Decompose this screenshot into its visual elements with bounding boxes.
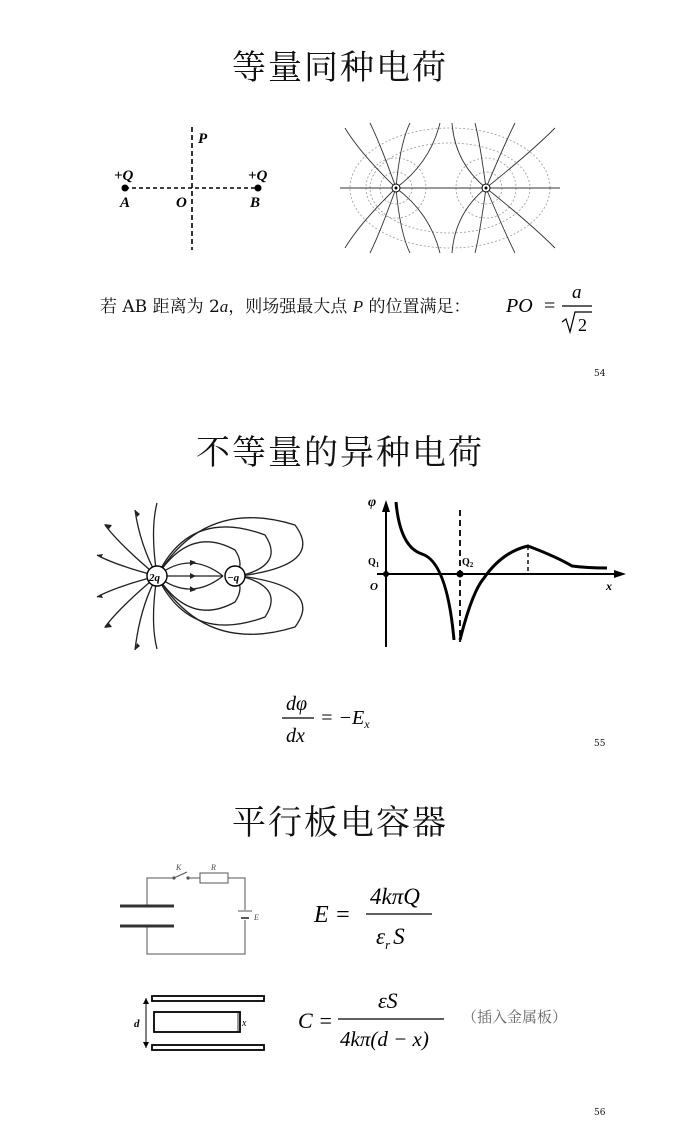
- section-title-2: 不等量的异种电荷: [196, 433, 484, 473]
- dphi-numerator: dφ: [286, 693, 308, 715]
- c-denominator: 4kπ(d − x): [340, 1027, 429, 1051]
- dphi-dx-formula: [282, 688, 402, 748]
- battery-label: E: [254, 913, 259, 922]
- dphi-rhs: = $-E_x$: [320, 707, 370, 731]
- equal-charges-diagram: [110, 125, 310, 255]
- po-lhs: PO: [506, 295, 533, 317]
- gap-label-d: d: [134, 1018, 140, 1030]
- charge-b-dot: [255, 185, 262, 192]
- page-number-54: 54: [594, 369, 606, 379]
- label-p: P: [198, 131, 208, 147]
- potential-curve-left: [396, 502, 454, 640]
- resistor-label: R: [211, 863, 216, 872]
- c-lhs: C =: [298, 1008, 334, 1033]
- charge-a-label: +Q: [114, 168, 134, 184]
- po-denominator: 2: [578, 315, 587, 335]
- q2-label: $Q_2$: [462, 557, 474, 569]
- e-field-formula: [314, 882, 454, 952]
- po-numerator: a: [572, 282, 582, 303]
- condition-text-3: 的位置满足：: [363, 297, 471, 317]
- condition-text-2: ，则场强最大点: [228, 297, 353, 317]
- metal-plate: [154, 1012, 240, 1032]
- max-field-condition: [100, 292, 471, 317]
- charge-b-label: +Q: [248, 168, 268, 184]
- capacitor-with-metal-plate: [132, 990, 272, 1060]
- switch-label: K: [176, 863, 182, 872]
- like-charges-field-lines: [340, 123, 560, 253]
- unequal-charges-field-lines: [95, 505, 325, 655]
- plate-label-x: x: [242, 1018, 247, 1029]
- label-a: A: [120, 195, 131, 211]
- origin-label: O: [370, 581, 378, 593]
- condition-var-p: P: [352, 297, 364, 316]
- e-numerator: 4kπQ: [370, 884, 420, 909]
- condition-var-a: a: [219, 297, 229, 316]
- dphi-denominator: dx: [286, 725, 305, 747]
- c-numerator: εS: [378, 988, 398, 1013]
- charge-2q-label: 2q: [149, 572, 160, 584]
- capacitor-circuit: [112, 862, 272, 962]
- condition-text-1: 若 AB 距离为 2: [100, 297, 220, 317]
- charge-a-dot: [122, 185, 129, 192]
- page-number-56: 56: [594, 1108, 606, 1118]
- page-number-55: 55: [594, 739, 606, 749]
- potential-graph: [362, 492, 632, 652]
- e-lhs: E =: [314, 902, 351, 928]
- x-label: x: [606, 579, 612, 593]
- capacitance-formula: [298, 988, 468, 1058]
- potential-curve-right: [460, 546, 607, 640]
- label-b: B: [250, 195, 261, 211]
- charge-minus-q-label: −q: [227, 572, 240, 584]
- po-formula: [504, 282, 604, 342]
- phi-label: φ: [368, 495, 377, 510]
- insert-metal-plate-note: （插入金属板）: [462, 1008, 568, 1026]
- e-denominator: $\varepsilon_r$ S: [376, 924, 405, 952]
- section-title-1: 等量同种电荷: [232, 48, 448, 88]
- po-eq: =: [544, 295, 556, 317]
- q1-label: $Q_1$: [368, 557, 380, 569]
- section-title-3: 平行板电容器: [232, 803, 448, 843]
- label-o: O: [176, 195, 187, 211]
- sqrt-sign: [562, 312, 592, 332]
